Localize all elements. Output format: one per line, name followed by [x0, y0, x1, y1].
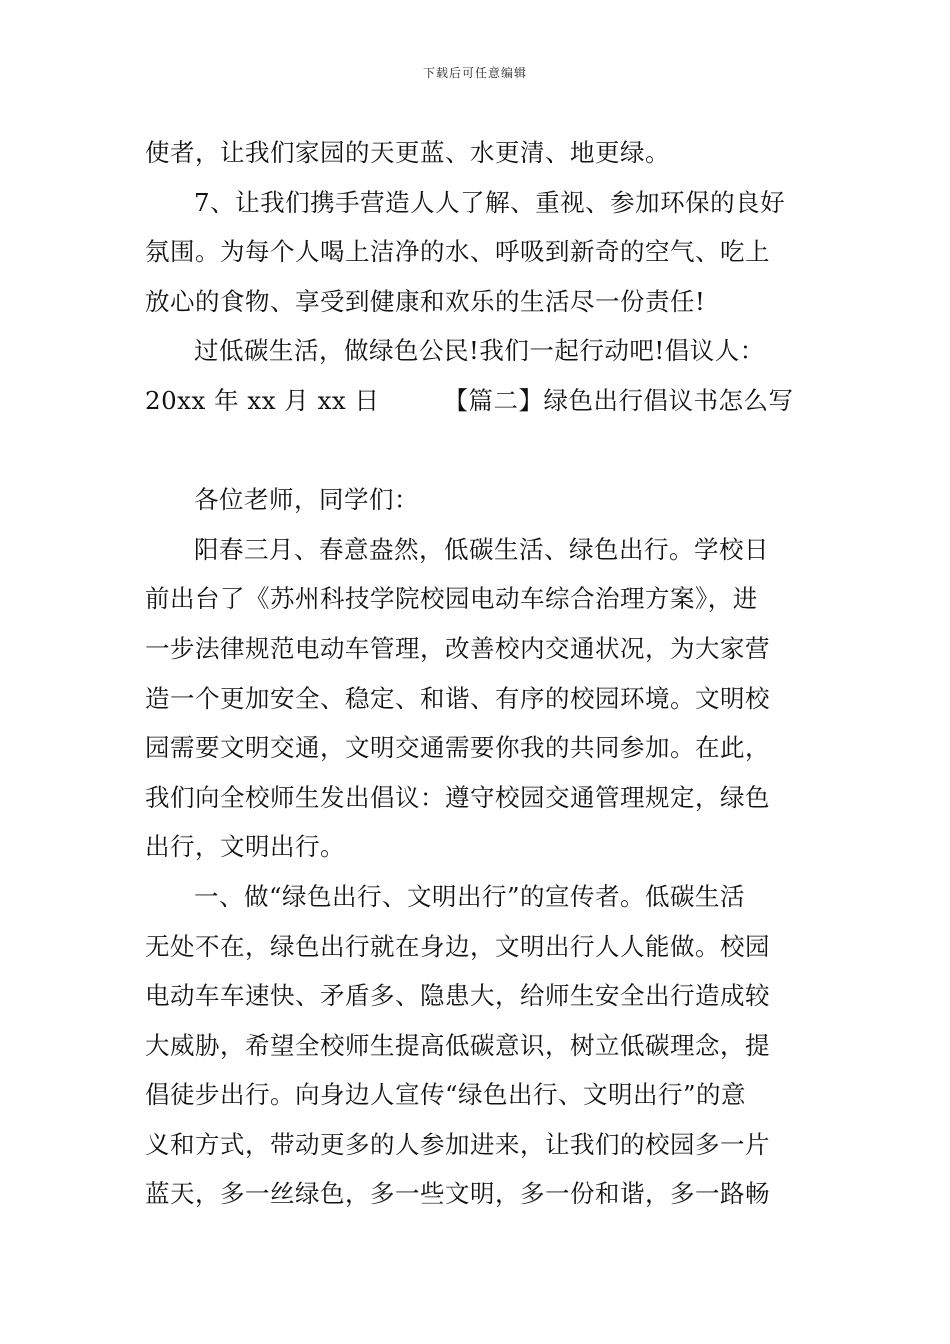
date-and-section-line: [145, 376, 807, 426]
text-line: 一、做“绿色出行、文明出行”的宣传者。低碳生活: [194, 881, 746, 911]
text-line: 前出台了《苏州科技学院校园电动车综合治理方案》，进: [145, 584, 758, 614]
text-line: 使者，让我们家园的天更蓝、水更清、地更绿。: [145, 138, 670, 167]
text-line: 造一个更加安全、稳定、和谐、有序的校园环境。文明校: [145, 683, 770, 713]
text-line: 阳春三月、春意盎然，低碳生活、绿色出行。学校日: [194, 534, 769, 564]
salutation: 各位老师，同学们：: [194, 485, 419, 515]
text-line: 一步法律规范电动车管理，改善校内交通状况，为大家营: [145, 633, 770, 663]
text-line: 氛围。为每个人喝上洁净的水、呼吸到新奇的空气、吃上: [145, 237, 770, 267]
text-line: 7、让我们携手营造人人了解、重视、参加环保的良好: [194, 187, 786, 217]
document-body: [145, 128, 807, 1219]
text-line: 蓝天，多一丝绿色，多一些文明，多一份和谐，多一路畅: [145, 1179, 770, 1209]
text-line: 放心的食物、享受到健康和欢乐的生活尽一份责任!: [145, 286, 706, 316]
text-line: 义和方式，带动更多的人参加进来，让我们的校园多一片: [145, 1129, 770, 1159]
date-text: 20xx 年 xx 月 xx 日: [145, 385, 380, 415]
text-line: 倡徒步出行。向身边人宣传“绿色出行、文明出行”的意: [145, 1080, 747, 1110]
text-line: 无处不在，绿色出行就在身边，文明出行人人能做。校园: [145, 931, 770, 961]
section-title: 【篇二】绿色出行倡议书怎么写: [443, 385, 794, 415]
text-line: 过低碳生活，做绿色公民!我们一起行动吧!倡议人：: [194, 336, 765, 366]
text-line: 大威胁，希望全校师生提高低碳意识，树立低碳理念，提: [145, 1030, 770, 1060]
text-line: 出行，文明出行。: [145, 832, 345, 862]
text-line: 我们向全校师生发出倡议：遵守校园交通管理规定，绿色: [145, 782, 770, 812]
page-header: 下载后可任意编辑: [422, 66, 527, 80]
text-line: 园需要文明交通，文明交通需要你我的共同参加。在此，: [145, 733, 770, 763]
text-line: 电动车车速快、矛盾多、隐患大，给师生安全出行造成较: [145, 981, 770, 1011]
blank-line: [145, 426, 807, 476]
